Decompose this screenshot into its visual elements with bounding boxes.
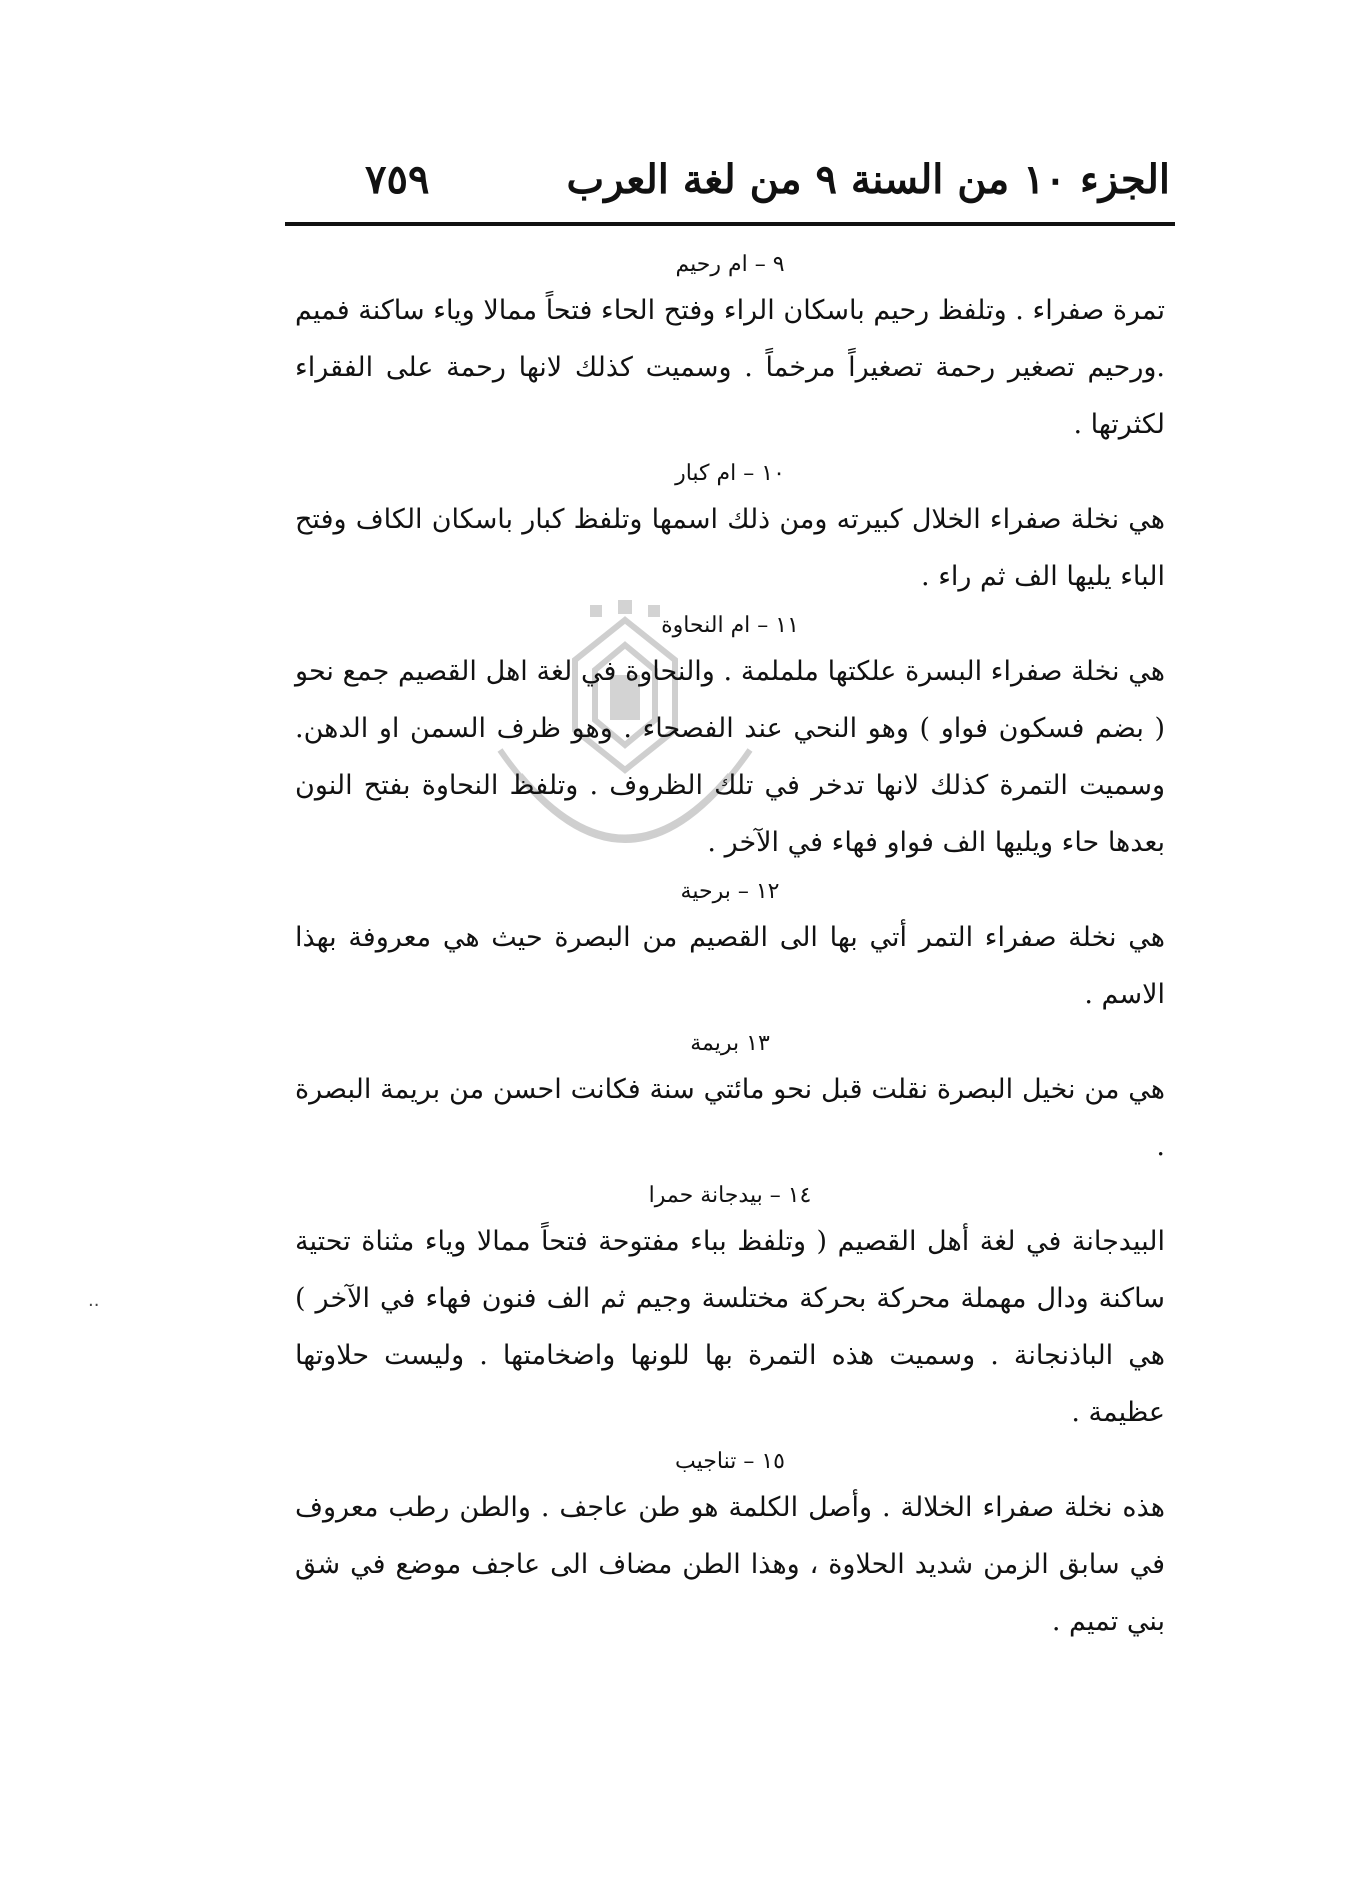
page-header <box>285 150 1170 210</box>
entry-title: ١٢ – برحية <box>680 879 780 904</box>
entry-tanajib <box>295 1447 1165 1650</box>
entry-title: ١٠ – ام كبار <box>675 461 785 486</box>
entry-umm-kubar <box>295 459 1165 605</box>
entry-title: ٩ – ام رحيم <box>675 252 785 277</box>
running-title: الجزء ١٠ من السنة ٩ من لغة العرب <box>566 156 1170 203</box>
entry-title: ١٤ – بيدجانة حمرا <box>648 1183 812 1208</box>
entry-paragraph: هي نخلة صفراء الخلال كبيرته ومن ذلك اسمها وتلفظ كبار باسكان الكاف وفتح الباء يليها الف ثم راء . <box>295 504 1165 592</box>
entry-baydjana-hamra <box>295 1181 1165 1441</box>
entry-title: ١٣ بريمة <box>690 1031 770 1056</box>
header-rule <box>285 222 1175 226</box>
document-body <box>295 244 1165 1656</box>
entry-umm-al-nahawa <box>295 611 1165 871</box>
page-number: ٧٥٩ <box>365 156 430 203</box>
margin-speck: ·· <box>88 1295 100 1316</box>
entry-burayma <box>295 1029 1165 1175</box>
entry-title: ١٥ – تناجيب <box>675 1449 785 1474</box>
entry-paragraph: هي نخلة صفراء البسرة علكتها ململمة . والنحاوة في لغة اهل القصيم جمع نحو ( بضم فسكون فواو ) وهو النحي عند الفصحاء . وهو ظرف السمن او الدهن. وسميت التمرة كذلك لانها تدخر في تلك الظروف . وتلفظ النحاوة بفتح النون بعدها حاء ويليها الف فواو فهاء في الآخر . <box>295 656 1165 858</box>
entry-paragraph: هذه نخلة صفراء الخلالة . وأصل الكلمة هو طن عاجف . والطن رطب معروف في سابق الزمن شديد الحلاوة ، وهذا الطن مضاف الى عاجف موضع في شق بني تميم . <box>295 1492 1165 1637</box>
entry-umm-rahim <box>295 250 1165 453</box>
entry-paragraph: تمرة صفراء . وتلفظ رحيم باسكان الراء وفتح الحاء فتحاً ممالا وياء ساكنة فميم .ورحيم تصغير رحمة تصغيراً مرخماً . وسميت كذلك لانها رحمة على الفقراء لكثرتها . <box>295 295 1165 440</box>
entry-paragraph: هي من نخيل البصرة نقلت قبل نحو مائتي سنة فكانت احسن من بريمة البصرة . <box>295 1074 1165 1162</box>
entry-title: ١١ – ام النحاوة <box>661 613 799 638</box>
entry-paragraph: هي نخلة صفراء التمر أتي بها الى القصيم من البصرة حيث هي معروفة بهذا الاسم . <box>295 922 1165 1010</box>
entry-paragraph: البيدجانة في لغة أهل القصيم ( وتلفظ بباء مفتوحة فتحاً ممالا وياء مثناة تحتية ساكنة ودال مهملة محركة بحركة مختلسة وجيم ثم الف فنون فهاء في الآخر ) هي الباذنجانة . وسميت هذه التمرة بها للونها واضخامتها . وليست حلاوتها عظيمة . <box>295 1226 1165 1428</box>
entry-barhiya <box>295 877 1165 1023</box>
